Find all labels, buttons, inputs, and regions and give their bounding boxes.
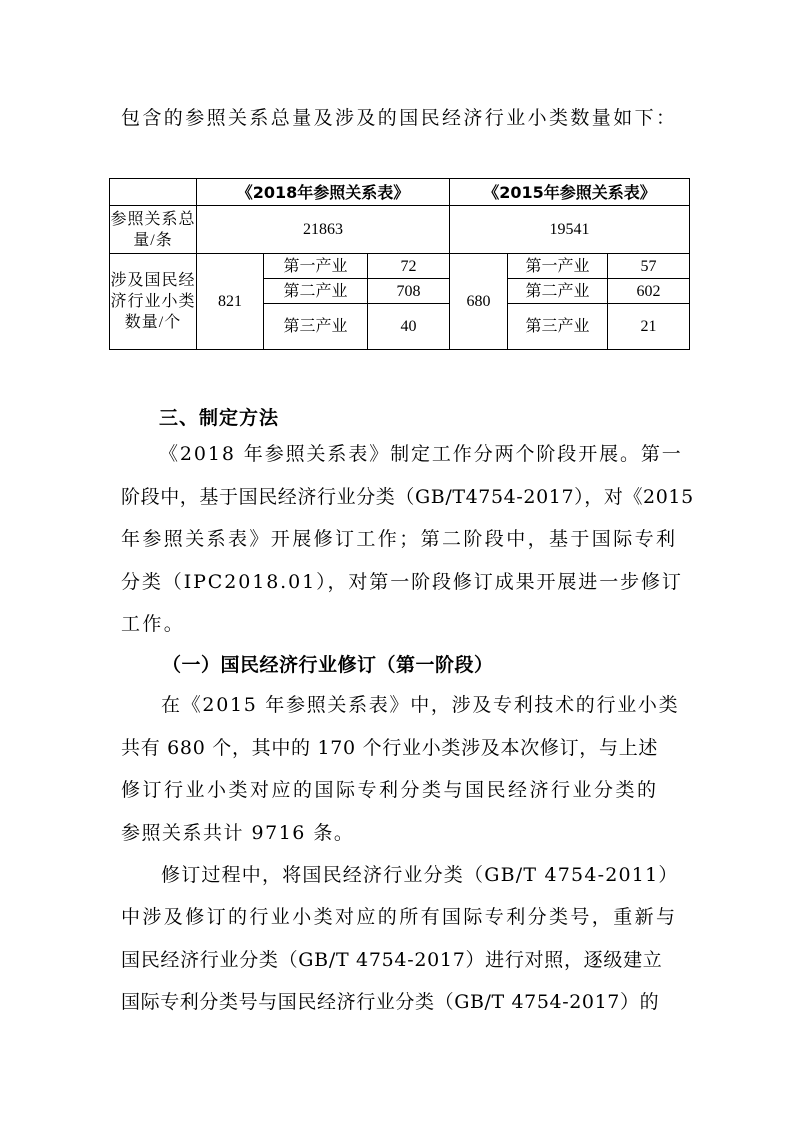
- reference-table: [109, 178, 690, 350]
- row-total-label: 参照关系总量/条: [110, 206, 197, 254]
- count-2018: 821: [197, 254, 264, 350]
- industry-2015-value: 57: [608, 254, 690, 279]
- paragraph-line: 参照关系共计 9716 条。: [121, 822, 355, 844]
- paragraph-line: 《2018 年参照关系表》制定工作分两个阶段开展。第一: [159, 443, 683, 465]
- industry-2015-name: 第一产业: [508, 254, 608, 279]
- total-2015: 19541: [450, 206, 690, 254]
- industry-2018-value: 72: [368, 254, 450, 279]
- industry-2018-value: 40: [368, 304, 450, 350]
- header-blank: [110, 179, 197, 206]
- paragraph-line: 在《2015 年参照关系表》中，涉及专利技术的行业小类: [161, 694, 680, 716]
- industry-2015-name: 第三产业: [508, 304, 608, 350]
- paragraph-line: 阶段中，基于国民经济行业分类（GB/T4754-2017），对《2015: [121, 486, 694, 508]
- industry-2015-value: 21: [608, 304, 690, 350]
- paragraph-line: 国民经济行业分类（GB/T 4754-2017）进行对照，逐级建立: [121, 949, 663, 971]
- paragraph-line: 修订行业小类对应的国际专利分类与国民经济行业分类的: [121, 779, 659, 801]
- industry-2015-name: 第二产业: [508, 279, 608, 304]
- industry-2018-name: 第三产业: [264, 304, 368, 350]
- intro-text: 包含的参照关系总量及涉及的国民经济行业小类数量如下：: [121, 107, 678, 129]
- industry-2018-name: 第二产业: [264, 279, 368, 304]
- industry-2018-name: 第一产业: [264, 254, 368, 279]
- paragraph-line: 共有 680 个，其中的 170 个行业小类涉及本次修订，与上述: [121, 737, 659, 759]
- total-2018: 21863: [197, 206, 450, 254]
- row-count-label: 涉及国民经济行业小类数量/个: [110, 254, 197, 350]
- subsection-title: （一）国民经济行业修订（第一阶段）: [162, 654, 494, 676]
- header-2018: 《2018年参照关系表》: [197, 179, 450, 206]
- paragraph-line: 工作。: [121, 613, 186, 635]
- paragraph-line: 修订过程中，将国民经济行业分类（GB/T 4754-2011）: [161, 864, 679, 886]
- paragraph-line: 中涉及修订的行业小类对应的所有国际专利分类号，重新与: [121, 906, 678, 928]
- paragraph-line: 国际专利分类号与国民经济行业分类（GB/T 4754-2017）的: [121, 991, 660, 1013]
- count-2015: 680: [450, 254, 508, 350]
- section-title: 三、制定方法: [159, 407, 280, 429]
- header-2015: 《2015年参照关系表》: [450, 179, 690, 206]
- paragraph-line: 分类（IPC2018.01），对第一阶段修订成果开展进一步修订: [121, 571, 683, 593]
- paragraph-line: 年参照关系表》开展修订工作；第二阶段中，基于国际专利: [121, 528, 678, 550]
- industry-2015-value: 602: [608, 279, 690, 304]
- industry-2018-value: 708: [368, 279, 450, 304]
